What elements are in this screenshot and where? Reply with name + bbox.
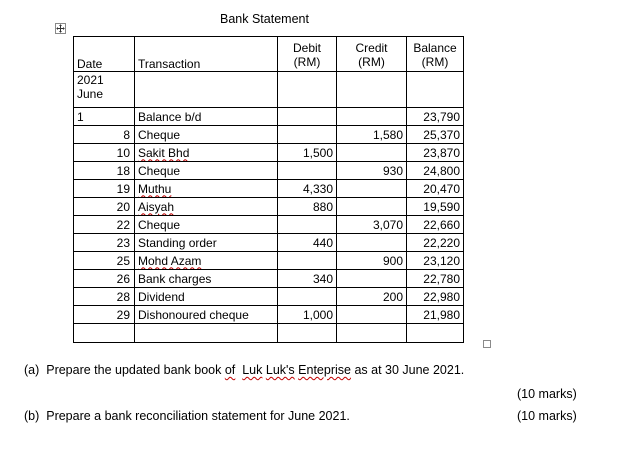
spellcheck-word: Enteprise <box>298 363 351 377</box>
row-credit <box>337 180 407 198</box>
row-transaction: Dishonoured cheque <box>135 306 278 324</box>
spellcheck-word: of <box>224 363 236 377</box>
question-a-text-before: Prepare the updated bank book <box>46 363 225 377</box>
row-date: 25 <box>74 252 135 270</box>
table-row <box>74 108 464 126</box>
row-credit <box>337 144 407 162</box>
row-date: 18 <box>74 162 135 180</box>
row-debit <box>278 252 337 270</box>
row-debit <box>278 126 337 144</box>
table-row <box>74 270 464 288</box>
row-debit <box>278 216 337 234</box>
row-balance: 25,370 <box>407 126 464 144</box>
table-row <box>74 180 464 198</box>
question-a <box>24 363 464 377</box>
question-a-label: (a) <box>24 363 40 377</box>
row-transaction: Cheque <box>135 126 278 144</box>
row-debit: 4,330 <box>278 180 337 198</box>
row-date: 26 <box>74 270 135 288</box>
row-balance: 23,120 <box>407 252 464 270</box>
row-credit: 900 <box>337 252 407 270</box>
row-debit: 440 <box>278 234 337 252</box>
table-row <box>74 252 464 270</box>
row-transaction: Bank charges <box>135 270 278 288</box>
row-credit <box>337 234 407 252</box>
row-balance: 22,660 <box>407 216 464 234</box>
row-balance: 20,470 <box>407 180 464 198</box>
spellcheck-word: Luk <box>242 363 263 377</box>
row-date: 10 <box>74 144 135 162</box>
empty-row <box>74 324 464 343</box>
date-subheader-row <box>74 72 464 108</box>
row-date: 19 <box>74 180 135 198</box>
row-balance: 23,870 <box>407 144 464 162</box>
row-balance: 21,980 <box>407 306 464 324</box>
table-row <box>74 126 464 144</box>
row-balance: 22,980 <box>407 288 464 306</box>
row-credit: 1,580 <box>337 126 407 144</box>
row-date: 23 <box>74 234 135 252</box>
row-credit: 200 <box>337 288 407 306</box>
row-debit: 340 <box>278 270 337 288</box>
row-transaction: Standing order <box>135 234 278 252</box>
row-date: 20 <box>74 198 135 216</box>
question-b-marks: (10 marks) <box>517 409 577 423</box>
row-date: 29 <box>74 306 135 324</box>
table-resize-handle[interactable] <box>483 340 491 348</box>
spellcheck-word: Sakit Bhd <box>138 145 190 160</box>
row-balance: 22,220 <box>407 234 464 252</box>
table-row <box>74 162 464 180</box>
question-b <box>24 409 350 423</box>
date-header: Date <box>74 37 135 72</box>
row-date: 1 <box>74 108 135 126</box>
row-credit: 3,070 <box>337 216 407 234</box>
question-b-label: (b) <box>24 409 40 423</box>
row-credit <box>337 198 407 216</box>
row-transaction: Balance b/d <box>135 108 278 126</box>
table-row <box>74 288 464 306</box>
row-transaction: Cheque <box>135 162 278 180</box>
header-row <box>74 37 464 72</box>
row-debit <box>278 162 337 180</box>
spellcheck-word: Muthu <box>138 181 172 196</box>
row-debit <box>278 108 337 126</box>
spellcheck-word: Aisyah <box>138 199 175 214</box>
row-debit: 880 <box>278 198 337 216</box>
row-debit: 1,000 <box>278 306 337 324</box>
row-credit <box>337 306 407 324</box>
bank-statement-table <box>73 36 464 343</box>
row-debit: 1,500 <box>278 144 337 162</box>
row-transaction <box>135 144 278 162</box>
row-date: 8 <box>74 126 135 144</box>
statement-title: Bank Statement <box>220 12 309 26</box>
row-transaction <box>135 198 278 216</box>
table-row <box>74 216 464 234</box>
row-date: 22 <box>74 216 135 234</box>
spellcheck-word: Mohd Azam <box>138 253 202 268</box>
debit-header: Debit (RM) <box>278 37 337 72</box>
balance-header: Balance (RM) <box>407 37 464 72</box>
table-row <box>74 198 464 216</box>
row-credit <box>337 108 407 126</box>
row-credit: 930 <box>337 162 407 180</box>
date-year-month: 2021 June <box>74 72 135 108</box>
question-a-marks: (10 marks) <box>517 387 577 401</box>
credit-header: Credit (RM) <box>337 37 407 72</box>
row-date: 28 <box>74 288 135 306</box>
row-transaction <box>135 252 278 270</box>
question-a-text-after: as at 30 June 2021. <box>350 363 465 377</box>
row-transaction: Cheque <box>135 216 278 234</box>
row-balance: 23,790 <box>407 108 464 126</box>
table-row <box>74 234 464 252</box>
row-balance: 22,780 <box>407 270 464 288</box>
table-row <box>74 144 464 162</box>
question-b-text: Prepare a bank reconciliation statement for June 2021. <box>46 409 350 423</box>
spellcheck-word: Luk's <box>265 363 295 377</box>
move-arrows-icon <box>56 24 65 33</box>
table-row <box>74 306 464 324</box>
transaction-header: Transaction <box>135 37 278 72</box>
row-transaction: Dividend <box>135 288 278 306</box>
row-balance: 24,800 <box>407 162 464 180</box>
row-debit <box>278 288 337 306</box>
row-transaction <box>135 180 278 198</box>
row-credit <box>337 270 407 288</box>
table-move-handle[interactable] <box>55 23 66 34</box>
row-balance: 19,590 <box>407 198 464 216</box>
